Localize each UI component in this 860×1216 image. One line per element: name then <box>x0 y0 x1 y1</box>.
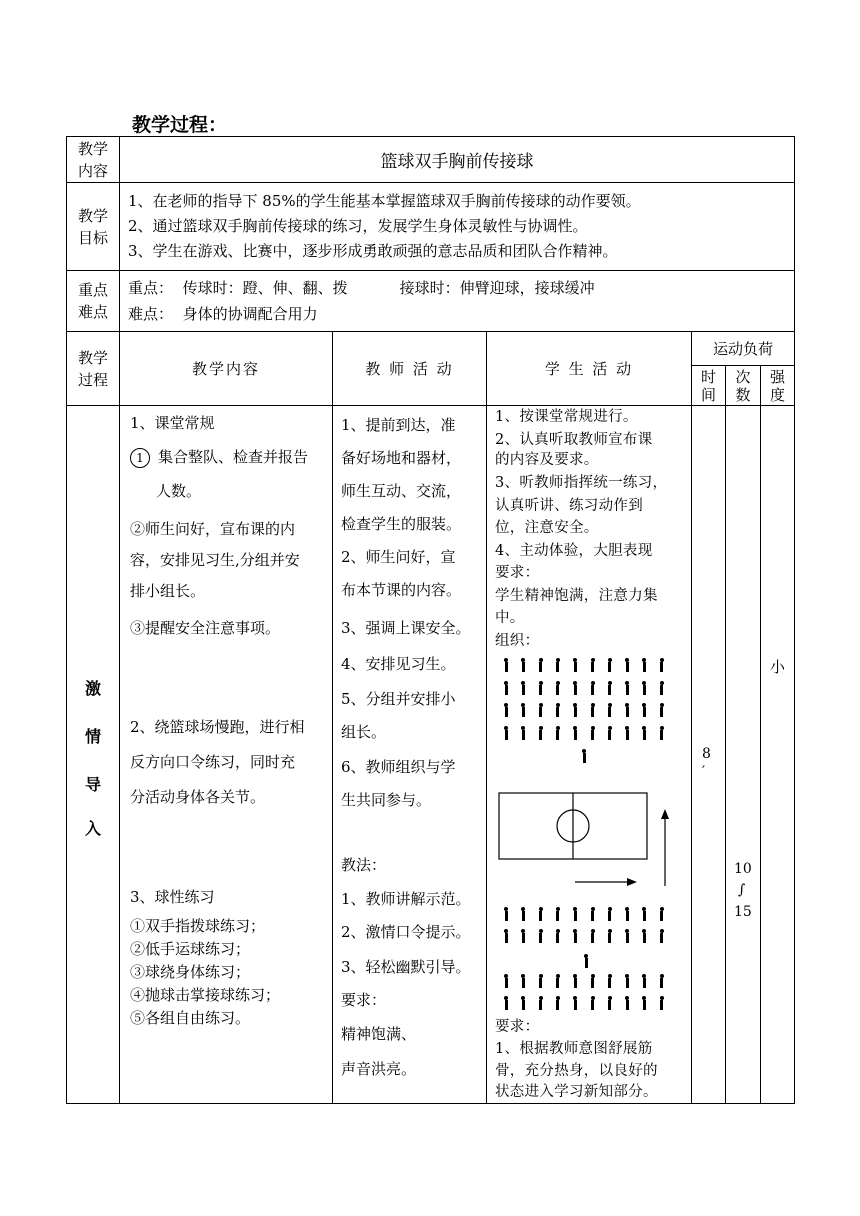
student-figure-icon <box>641 907 647 921</box>
ball-item: ②低手运球练习； <box>130 940 251 958</box>
student-figure-icon <box>590 996 596 1010</box>
content-column <box>120 406 333 1104</box>
focus-row <box>67 271 795 332</box>
warmup-row <box>67 406 795 1104</box>
student-figure-icon <box>555 996 561 1010</box>
student-column <box>487 406 692 1104</box>
student-figure-icon <box>503 974 509 988</box>
student-figure-icon <box>555 907 561 921</box>
col-header-teacher: 教 师 活 动 <box>333 332 487 406</box>
jog-line: 分活动身体各关节。 <box>130 788 266 806</box>
teacher-line: 2、师生问好，宣 <box>341 548 456 566</box>
student-req-item: 骨，充分热身，以良好的 <box>495 1063 658 1079</box>
process-label: 教学 过程 <box>67 332 120 406</box>
routine-item-2: ②师生问好，宣布课的内 <box>130 520 296 538</box>
student-figure-icon <box>607 974 613 988</box>
student-figure-icon <box>624 907 630 921</box>
teacher-line: 布本节课的内容。 <box>341 581 462 599</box>
student-figure-icon <box>624 996 630 1010</box>
focus-content <box>120 271 795 332</box>
load-count-to: 15 <box>734 904 752 920</box>
jog-line: 2、绕篮球场慢跑，进行相 <box>130 718 305 736</box>
student-figure-icon <box>659 907 665 921</box>
goals-label: 教学 目标 <box>67 183 120 271</box>
student-line: 位，注意安全。 <box>495 520 599 536</box>
teacher-line: 检查学生的服装。 <box>341 515 462 533</box>
teacher-column <box>333 406 487 1104</box>
lesson-title: 篮球双手胸前传接球 <box>120 137 795 183</box>
student-figure-icon <box>538 996 544 1010</box>
focus-label: 重点 难点 <box>67 271 120 332</box>
student-figure-icon <box>641 996 647 1010</box>
student-line: 要求： <box>495 565 540 581</box>
teacher-req-item: 精神饱满、 <box>341 1025 417 1043</box>
teacher-req-title: 要求： <box>341 991 387 1009</box>
header-row <box>67 332 795 366</box>
student-figure-icon <box>538 974 544 988</box>
load-time-cell <box>692 406 726 1104</box>
section-title-char: 激 <box>84 679 101 698</box>
col-header-student: 学 生 活 动 <box>487 332 692 406</box>
student-figure-icon <box>503 996 509 1010</box>
student-figure-icon <box>590 907 596 921</box>
ball-item: ⑤各组自由练习。 <box>130 1009 251 1027</box>
student-figure-icon <box>659 974 665 988</box>
student-figure-icon <box>590 929 596 943</box>
load-count-from: 10 <box>734 861 752 877</box>
student-figure-icon <box>572 929 578 943</box>
key-point-catch: 接球时：伸臂迎球，接球缓冲 <box>399 279 595 297</box>
student-figure-icon <box>641 974 647 988</box>
student-line: 1、按课堂常规进行。 <box>495 409 638 425</box>
goals-row <box>67 183 795 271</box>
student-req-title: 要求： <box>495 1019 540 1035</box>
teacher-line: 师生互动、交流， <box>341 482 462 500</box>
student-line: 的内容及要求。 <box>495 452 599 468</box>
routine-item-1: 1 集合整队、检查并报告 <box>130 446 308 468</box>
goal-item: 2、通过篮球双手胸前传接球的练习，发展学生身体灵敏性与协调性。 <box>128 217 588 235</box>
routine-title: 1、课堂常规 <box>130 414 215 432</box>
load-intensity-cell <box>761 406 795 1104</box>
student-figure-icon <box>641 929 647 943</box>
goal-item: 1、在老师的指导下 85%的学生能基本掌握篮球双手胸前传接球的动作要领。 <box>128 192 641 210</box>
method-item: 1、教师讲解示范。 <box>341 890 471 908</box>
routine-item-3: ③提醒安全注意事项。 <box>130 619 281 637</box>
student-figure-icon <box>624 929 630 943</box>
teacher-line: 3、强调上课安全。 <box>341 619 471 637</box>
student-figure-icon <box>607 996 613 1010</box>
load-count-header: 次 数 <box>726 366 761 406</box>
col-header-content: 教学内容 <box>120 332 333 406</box>
student-line: 3、听教师指挥统一练习， <box>495 475 668 491</box>
student-figure-icon <box>572 996 578 1010</box>
teacher-line: 组长。 <box>341 723 387 741</box>
load-intensity-value: 小 <box>770 658 786 676</box>
section-title-char: 情 <box>84 727 101 746</box>
content-row <box>67 137 795 183</box>
student-figure-icon <box>659 996 665 1010</box>
teacher-figure-icon <box>583 954 589 968</box>
circled-one-icon: 1 <box>130 448 150 468</box>
student-figure-icon <box>607 907 613 921</box>
student-line: 学生精神饱满，注意力集 <box>495 588 658 604</box>
routine-item-1-cont: 人数。 <box>156 482 202 500</box>
student-figure-icon <box>520 929 526 943</box>
student-line: 认真听讲、练习动作到 <box>495 498 643 514</box>
student-line: 4、主动体验，大胆表现 <box>495 543 653 559</box>
student-figure-icon <box>555 974 561 988</box>
teacher-req-item: 声音洪亮。 <box>341 1060 417 1078</box>
difficulty-text: 身体的协调配合用力 <box>182 305 318 323</box>
method-item: 2、激情口令提示。 <box>341 923 471 941</box>
teacher-line: 1、提前到达，准 <box>341 416 456 434</box>
student-req-item: 1、根据教师意图舒展筋 <box>495 1041 653 1057</box>
teacher-line: 6、教师组织与学 <box>341 758 456 776</box>
goal-item: 3、学生在游戏、比赛中，逐步形成勇敢顽强的意志品质和团队合作精神。 <box>128 242 618 260</box>
difficulty-label: 难点： <box>128 305 174 323</box>
load-intensity-header: 强 度 <box>761 366 795 406</box>
student-figure-icon <box>503 929 509 943</box>
load-time-unit: ′ <box>702 764 706 780</box>
teacher-line: 备好场地和器材， <box>341 449 462 467</box>
student-req-item: 状态进入学习新知部分。 <box>495 1084 658 1100</box>
key-point-pass: 传球时：蹬、伸、翻、拨 <box>182 279 348 297</box>
ball-item: ④抛球击掌接球练习； <box>130 986 281 1004</box>
routine-item-2-cont: 排小组长。 <box>130 582 206 600</box>
method-title: 教法： <box>341 856 387 874</box>
formation-diagram-bottom <box>487 406 691 1103</box>
ball-title: 3、球性练习 <box>130 888 215 906</box>
jog-line: 反方向口令练习，同时充 <box>130 753 296 771</box>
page-heading: 教学过程： <box>132 114 228 136</box>
student-figure-icon <box>520 907 526 921</box>
student-figure-icon <box>520 974 526 988</box>
routine-item-2-cont: 容，安排见习生,分组并安 <box>130 551 300 569</box>
student-line: 2、认真听取教师宣布课 <box>495 432 653 448</box>
teacher-line: 5、分组并安排小 <box>341 690 456 708</box>
teacher-line: 4、安排见习生。 <box>341 655 456 673</box>
ball-item: ③球绕身体练习； <box>130 963 251 981</box>
section-title-char: 导 <box>84 775 101 794</box>
lesson-plan-table <box>66 136 795 1104</box>
student-figure-icon <box>572 907 578 921</box>
key-point-label: 重点： <box>128 279 174 297</box>
student-figure-icon <box>590 974 596 988</box>
student-figure-icon <box>659 929 665 943</box>
col-header-load: 运动负荷 <box>692 332 795 366</box>
student-figure-icon <box>624 974 630 988</box>
student-figure-icon <box>520 996 526 1010</box>
teacher-line: 生共同参与。 <box>341 791 432 809</box>
student-line: 组织： <box>495 633 540 649</box>
load-count-cell <box>726 406 761 1104</box>
student-figure-icon <box>538 907 544 921</box>
load-time-header: 时 间 <box>692 366 726 406</box>
load-count-sep: ∫ <box>738 882 746 898</box>
goals-list <box>120 183 795 271</box>
load-time-value: 8 <box>702 746 711 762</box>
student-figure-icon <box>555 929 561 943</box>
section-title-char: 入 <box>84 819 101 838</box>
section-title-cell <box>67 406 120 1104</box>
student-figure-icon <box>607 929 613 943</box>
student-figure-icon <box>538 929 544 943</box>
ball-item: ①双手指拨球练习； <box>130 917 266 935</box>
content-label: 教学 内容 <box>67 137 120 183</box>
student-figure-icon <box>572 974 578 988</box>
student-line: 中。 <box>495 610 525 626</box>
method-item: 3、轻松幽默引导。 <box>341 958 471 976</box>
student-figure-icon <box>503 907 509 921</box>
